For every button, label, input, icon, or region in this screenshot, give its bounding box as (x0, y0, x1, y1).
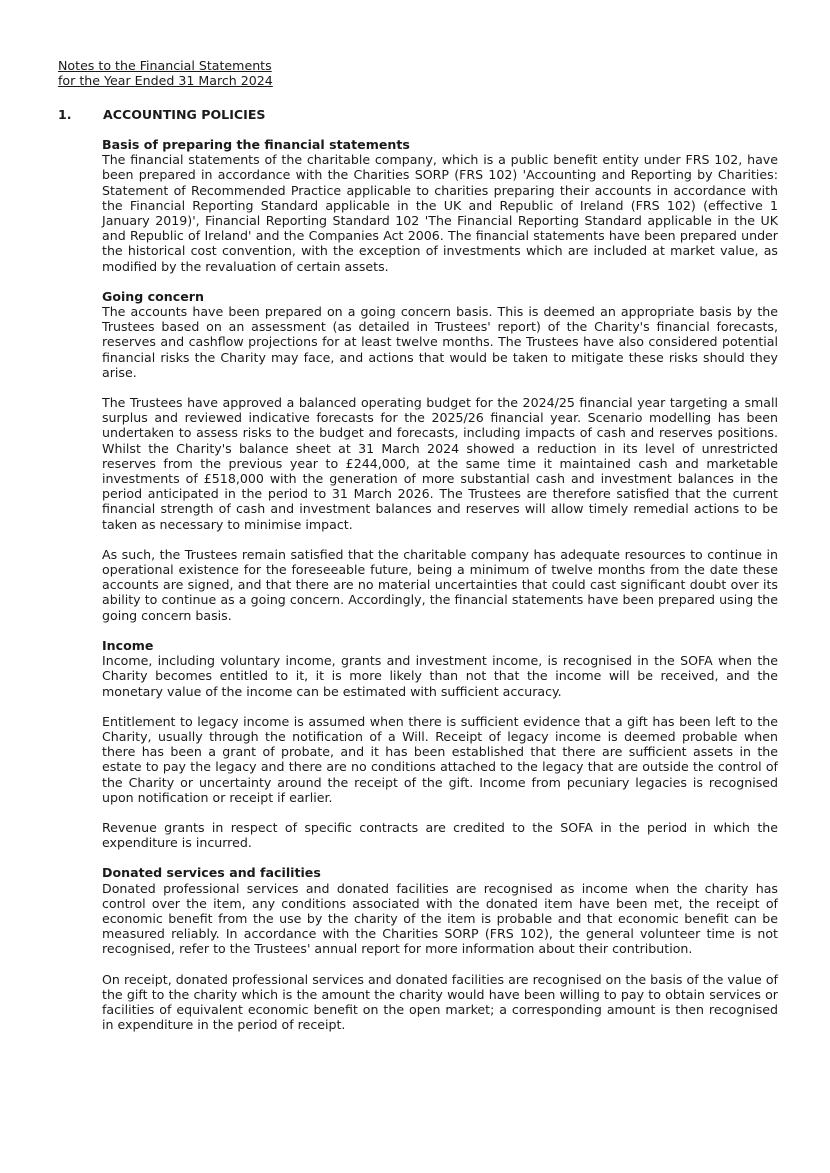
policy-block-basis (102, 137, 778, 274)
subheading-income: Income (102, 637, 154, 653)
paragraph: Donated professional services and donated facilities are recognised as income when the charity has control over the item, any conditions associated with the donated item have been met, the receipt of economic benefit from the use by the charity of the item is probable and that economic benefit can be measured reliably. In accordance with the Charities SORP (FRS 102), the general volunteer time is not recognised, refer to the Trustees' annual report for more information about their contribution. (102, 880, 778, 957)
subheading-basis: Basis of preparing the financial statements (102, 137, 410, 152)
subheading-going-concern: Going concern (102, 288, 204, 304)
notes-header (58, 58, 273, 88)
header-line-1: Notes to the Financial Statements (58, 58, 272, 73)
paragraph: Entitlement to legacy income is assumed when there is sufficient evidence that a gift has been left to the Charity, usually through the notification of a Will. Receipt of legacy income is deemed probable when there has been a grant of probate, and it has been established that there are sufficient assets in the estate to pay the legacy and there are no conditions attached to the legacy that are outside the control of the Charity or uncertainty around the receipt of the gift. Income from pecuniary legacies is recognised upon notification or receipt if earlier. (102, 713, 778, 805)
policies-content (102, 137, 778, 1047)
section-number: 1. (58, 107, 72, 122)
subheading-donated: Donated services and facilities (102, 865, 321, 881)
paragraph: On receipt, donated professional services and donated facilities are recognised on the basis of the value of the gift to the charity which is the amount the charity would have been willing to pay to obtain services or facilities of equivalent economic benefit on the open market; a corresponding amount is then recognised in expenditure in the period of receipt. (102, 971, 778, 1033)
policy-block-income (102, 638, 778, 850)
paragraph: As such, the Trustees remain satisfied that the charitable company has adequate resources to continue in operational existence for the foreseeable future, being a minimum of twelve months from the date these accounts are signed, and that there are no material uncertainties that could cast significant doubt over its ability to continue as a going concern. Accordingly, the financial statements have been prepared using the going concern basis. (102, 546, 778, 623)
header-line-2: for the Year Ended 31 March 2024 (58, 73, 273, 89)
policy-block-donated (102, 865, 778, 1032)
paragraph: The financial statements of the charitable company, which is a public benefit entity under FRS 102, have been prepared in accordance with the Charities SORP (FRS 102) 'Accounting and Reporting by Charities: Statement of Recommended Practice applicable to charities preparing their accounts in accordance with the Financial Reporting Standard applicable in the UK and Republic of Ireland (FRS 102) (effective 1 January 2019)', Financial Reporting Standard 102 'The Financial Reporting Standard applicable in the UK and Republic of Ireland' and the Companies Act 2006. The financial statements have been prepared under the historical cost convention, with the exception of investments which are included at market value, as modified by the revaluation of certain assets. (102, 152, 778, 274)
paragraph: Revenue grants in respect of specific contracts are credited to the SOFA in the period in which the expenditure is incurred. (102, 819, 778, 851)
policy-block-going-concern (102, 289, 778, 623)
section-title: ACCOUNTING POLICIES (103, 107, 266, 122)
paragraph: The accounts have been prepared on a going concern basis. This is deemed an appropriate basis by the Trustees based on an assessment (as detailed in Trustees' report) of the Charity's financial forecasts, reserves and cashflow projections for at least twelve months. The Trustees have also considered potential financial risks the Charity may face, and actions that would be taken to mitigate these risks should they arise. (102, 304, 778, 380)
paragraph: Income, including voluntary income, grants and investment income, is recognised in the SOFA when the Charity becomes entitled to it, it is more likely than not that the income will be received, and the monetary value of the income can be estimated with sufficient accuracy. (102, 653, 778, 699)
paragraph: The Trustees have approved a balanced operating budget for the 2024/25 financial year targeting a small surplus and reviewed indicative forecasts for the 2025/26 financial year. Scenario modelling has been undertaken to assess risks to the budget and forecasts, including impacts of cash and reserves positions. Whilst the Charity's balance sheet at 31 March 2024 showed a reduction in its level of unrestricted reserves from the previous year to £244,000, at the same time it maintained cash and marketable investments of £518,000 with the generation of more substantial cash and investment balances in the period anticipated in the period to 31 March 2026. The Trustees are therefore satisfied that the current financial strength of cash and investment balances and reserves will allow timely remedial actions to be taken as necessary to minimise impact. (102, 395, 778, 532)
